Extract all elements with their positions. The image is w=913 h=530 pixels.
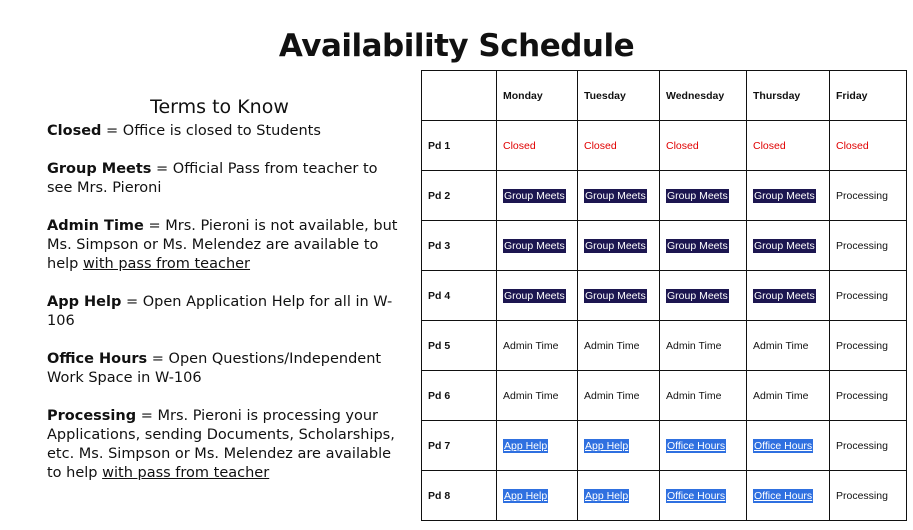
schedule-entry: Admin Time bbox=[584, 339, 640, 352]
schedule-entry: Closed bbox=[836, 139, 869, 152]
term-desc: = Open Application Help for all in W-106 bbox=[47, 294, 393, 329]
schedule-entry: Processing bbox=[836, 289, 888, 302]
period-label: Pd 7 bbox=[422, 421, 497, 471]
term-desc: = Mrs. Pieroni is not available, but Ms. Simpson or Ms. Melendez are available to help bbox=[47, 218, 398, 272]
term-desc: = Open Questions/Independent Work Space in W-106 bbox=[47, 351, 382, 386]
schedule-cell bbox=[747, 221, 830, 271]
schedule-cell bbox=[830, 171, 907, 221]
terms-to-know bbox=[47, 96, 407, 502]
schedule-cell bbox=[830, 371, 907, 421]
schedule-link[interactable]: Office Hours bbox=[667, 489, 726, 502]
table-row bbox=[422, 371, 907, 421]
term-underlined: with pass from teacher bbox=[102, 465, 270, 481]
schedule-cell bbox=[497, 171, 578, 221]
schedule-link[interactable]: Office Hours bbox=[754, 439, 813, 452]
schedule-cell bbox=[578, 321, 660, 371]
schedule-cell bbox=[830, 221, 907, 271]
day-header: Monday bbox=[497, 71, 578, 121]
schedule-cell bbox=[830, 121, 907, 171]
term-office-hours bbox=[47, 350, 407, 388]
table-row bbox=[422, 121, 907, 171]
schedule-cell bbox=[497, 121, 578, 171]
day-header: Tuesday bbox=[578, 71, 660, 121]
schedule-entry: Closed bbox=[503, 139, 536, 152]
schedule-cell bbox=[578, 221, 660, 271]
schedule-entry: Processing bbox=[836, 439, 888, 452]
period-label: Pd 8 bbox=[422, 471, 497, 521]
term-desc: = Office is closed to Students bbox=[101, 123, 321, 139]
day-header: Thursday bbox=[747, 71, 830, 121]
term-group-meets bbox=[47, 160, 407, 198]
schedule-entry: Admin Time bbox=[666, 389, 722, 402]
schedule-cell bbox=[747, 321, 830, 371]
schedule-cell bbox=[830, 271, 907, 321]
term-processing bbox=[47, 407, 407, 483]
schedule-cell bbox=[660, 371, 747, 421]
schedule-cell bbox=[497, 321, 578, 371]
schedule-cell bbox=[578, 271, 660, 321]
table-row bbox=[422, 271, 907, 321]
schedule-entry: Group Meets bbox=[585, 239, 646, 252]
schedule-link[interactable]: Office Hours bbox=[754, 489, 813, 502]
schedule-entry: Admin Time bbox=[503, 389, 559, 402]
schedule-cell bbox=[497, 221, 578, 271]
schedule-cell bbox=[747, 371, 830, 421]
schedule-table bbox=[421, 70, 907, 521]
day-header: Wednesday bbox=[660, 71, 747, 121]
table-row bbox=[422, 221, 907, 271]
schedule-cell bbox=[578, 421, 660, 471]
schedule-cell bbox=[747, 271, 830, 321]
schedule-cell bbox=[660, 321, 747, 371]
schedule-cell bbox=[830, 321, 907, 371]
corner-cell bbox=[422, 71, 497, 121]
table-row bbox=[422, 321, 907, 371]
schedule-cell bbox=[578, 471, 660, 521]
schedule-link[interactable]: App Help bbox=[504, 439, 548, 452]
period-label: Pd 5 bbox=[422, 321, 497, 371]
schedule-entry: Processing bbox=[836, 239, 888, 252]
term-name: Office Hours bbox=[47, 351, 148, 367]
schedule-entry: Group Meets bbox=[754, 239, 815, 252]
schedule-link[interactable]: App Help bbox=[585, 489, 629, 502]
schedule-entry: Closed bbox=[584, 139, 617, 152]
period-label: Pd 2 bbox=[422, 171, 497, 221]
schedule-entry: Group Meets bbox=[585, 289, 646, 302]
schedule-link[interactable]: Office Hours bbox=[667, 439, 726, 452]
schedule-cell bbox=[660, 221, 747, 271]
page-title: Availability Schedule bbox=[278, 28, 635, 64]
term-desc: = Official Pass from teacher to see Mrs. Pieroni bbox=[47, 161, 378, 196]
period-label: Pd 4 bbox=[422, 271, 497, 321]
schedule-cell bbox=[747, 421, 830, 471]
term-closed bbox=[47, 122, 407, 141]
schedule-cell bbox=[497, 421, 578, 471]
schedule-cell bbox=[830, 471, 907, 521]
schedule-cell bbox=[578, 121, 660, 171]
schedule-cell bbox=[747, 121, 830, 171]
schedule-entry: Group Meets bbox=[667, 289, 728, 302]
schedule-cell bbox=[578, 171, 660, 221]
schedule-entry: Group Meets bbox=[504, 189, 565, 202]
schedule-entry: Admin Time bbox=[753, 389, 809, 402]
term-name: Group Meets bbox=[47, 161, 152, 177]
term-desc: = Mrs. Pieroni is processing your Applications, sending Documents, Scholarships, etc. Ms. Simpson or Ms. Melendez are available to help bbox=[47, 408, 395, 481]
schedule-cell bbox=[497, 371, 578, 421]
schedule-cell bbox=[747, 471, 830, 521]
term-app-help bbox=[47, 293, 407, 331]
schedule-link[interactable]: App Help bbox=[504, 489, 548, 502]
schedule-cell bbox=[497, 271, 578, 321]
schedule-link[interactable]: App Help bbox=[585, 439, 629, 452]
schedule-entry: Group Meets bbox=[585, 189, 646, 202]
schedule-cell bbox=[660, 421, 747, 471]
schedule-cell bbox=[497, 471, 578, 521]
schedule-entry: Admin Time bbox=[503, 339, 559, 352]
schedule-entry: Group Meets bbox=[504, 289, 565, 302]
schedule-entry: Admin Time bbox=[666, 339, 722, 352]
term-name: Processing bbox=[47, 408, 137, 424]
term-underlined: with pass from teacher bbox=[82, 256, 251, 272]
term-admin-time bbox=[47, 217, 407, 274]
schedule-cell bbox=[830, 421, 907, 471]
table-row bbox=[422, 171, 907, 221]
day-header: Friday bbox=[830, 71, 907, 121]
schedule-cell bbox=[747, 171, 830, 221]
period-label: Pd 6 bbox=[422, 371, 497, 421]
schedule-entry: Group Meets bbox=[504, 239, 565, 252]
schedule-entry: Admin Time bbox=[584, 389, 640, 402]
table-row bbox=[422, 471, 907, 521]
term-name: App Help bbox=[47, 294, 122, 310]
term-name: Admin Time bbox=[47, 218, 144, 234]
period-label: Pd 3 bbox=[422, 221, 497, 271]
schedule-cell bbox=[660, 121, 747, 171]
schedule-entry: Closed bbox=[753, 139, 786, 152]
schedule-entry: Group Meets bbox=[667, 239, 728, 252]
schedule-entry: Processing bbox=[836, 389, 888, 402]
schedule-entry: Processing bbox=[836, 489, 888, 502]
schedule-entry: Group Meets bbox=[754, 289, 815, 302]
terms-heading: Terms to Know bbox=[150, 96, 289, 118]
schedule-cell bbox=[578, 371, 660, 421]
schedule-cell bbox=[660, 471, 747, 521]
schedule-entry: Closed bbox=[666, 139, 699, 152]
schedule-entry: Group Meets bbox=[667, 189, 728, 202]
term-name: Closed bbox=[47, 123, 102, 139]
schedule-entry: Processing bbox=[836, 189, 888, 202]
schedule-entry: Group Meets bbox=[754, 189, 815, 202]
schedule-cell bbox=[660, 271, 747, 321]
schedule-cell bbox=[660, 171, 747, 221]
table-row bbox=[422, 421, 907, 471]
table-header-row bbox=[422, 71, 907, 121]
schedule-entry: Admin Time bbox=[753, 339, 809, 352]
period-label: Pd 1 bbox=[422, 121, 497, 171]
schedule-entry: Processing bbox=[836, 339, 888, 352]
